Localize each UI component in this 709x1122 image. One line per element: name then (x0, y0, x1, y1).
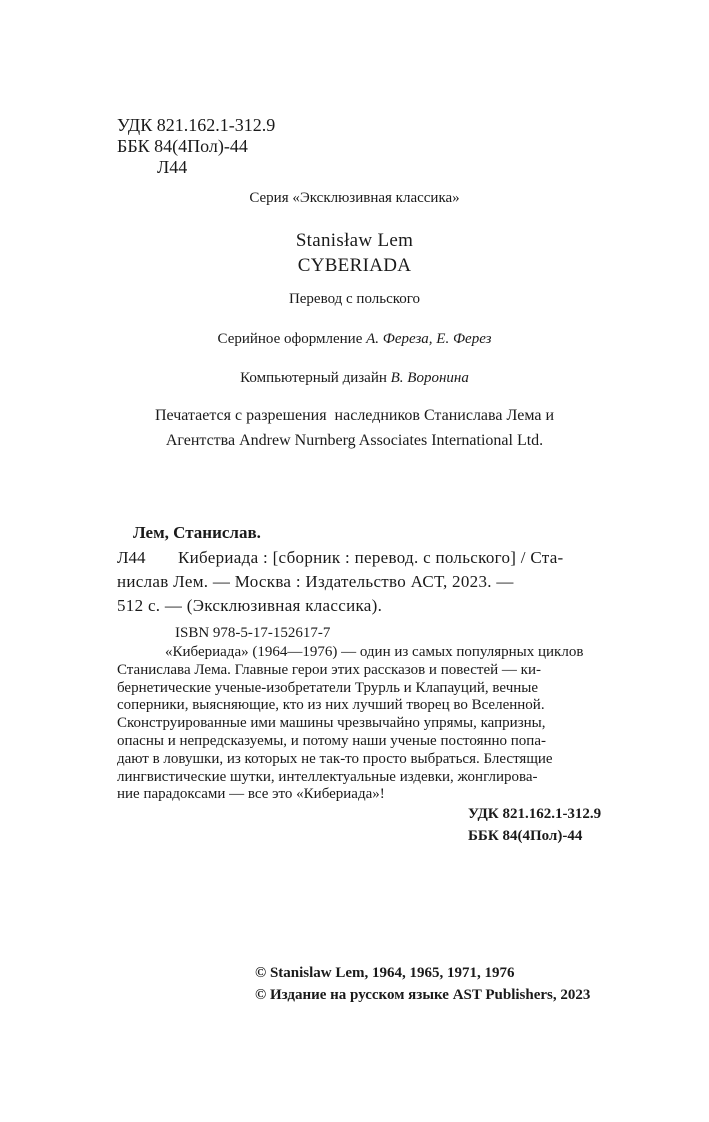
annotation-line: ние парадоксами — все это «Кибериада»! (117, 786, 385, 803)
catalog-code: Л44 (117, 548, 146, 567)
series-name: Серия «Эксклюзивная классика» (249, 190, 460, 206)
annotation-line: лингвистические шутки, интеллектуальные издевки, жонглирова- (117, 768, 538, 785)
computer-design-name: В. Воронина (390, 370, 469, 386)
annotation-line: Станислава Лема. Главные герои этих рассказов и повестей — ки- (117, 661, 541, 678)
copyright-line-2: © Издание на русском языке AST Publishers, 2023 (255, 987, 591, 1003)
series-design-credit (0, 331, 709, 348)
annotation-line: «Кибериада» (1964—1976) — один из самых популярных циклов (165, 644, 584, 660)
annotation-line: бернетические ученые-изобретатели Трурль и Клапауций, вечные (117, 679, 539, 696)
copyright-notice (255, 962, 590, 1006)
author-mark: Л44 (157, 157, 188, 177)
isbn: ISBN 978-5-17-152617-7 (175, 625, 331, 641)
catalog-description-line-3: 512 с. — (Эксклюзивная классика). (117, 596, 383, 615)
permission-line-1: Печатается с разрешения наследников Станислава Лема и (154, 407, 554, 424)
udk-code-bottom: УДК 821.162.1-312.9 (468, 806, 602, 822)
computer-design-label: Компьютерный дизайн (240, 370, 391, 386)
permission-line-2: Агентства Andrew Nurnberg Associates International Ltd. (165, 432, 544, 449)
catalog-description-line-2: нислав Лем. — Москва : Издательство АСТ, 2023. — (117, 572, 514, 591)
classification-codes-footer (468, 803, 601, 847)
copyright-line-1: © Stanislaw Lem, 1964, 1965, 1971, 1976 (255, 965, 515, 981)
permission-notice (0, 403, 709, 453)
computer-design-credit (0, 370, 709, 387)
catalog-description-line-1: Кибериада : [сборник : перевод. с польского] / Ста- (178, 548, 564, 567)
annotation-line: дают в ловушки, из которых не так-то просто выбраться. Блестящие (117, 750, 553, 767)
translation-note: Перевод с польского (288, 291, 421, 307)
classification-codes-header (117, 115, 275, 178)
series-design-names: А. Фереза, Е. Ферез (366, 331, 492, 347)
annotation-line: соперники, выясняющие, кто из них лучший творец во Вселенной. (117, 697, 545, 714)
annotation (117, 644, 629, 804)
bbk-code-bottom: ББК 84(4Пол)-44 (468, 828, 583, 844)
annotation-line: опасны и непредсказуемы, и потому наши ученые постоянно попа- (117, 732, 546, 749)
original-title: CYBERIADA (297, 255, 412, 276)
original-author: Stanisław Lem (295, 230, 414, 251)
series-design-label: Серийное оформление (217, 331, 367, 347)
annotation-line: Сконструированные ими машины чрезвычайно упрямы, капризны, (117, 715, 546, 732)
bbk-code: ББК 84(4Пол)-44 (117, 136, 248, 156)
udk-code: УДК 821.162.1-312.9 (117, 115, 276, 135)
catalog-author: Лем, Станислав. (133, 523, 261, 542)
